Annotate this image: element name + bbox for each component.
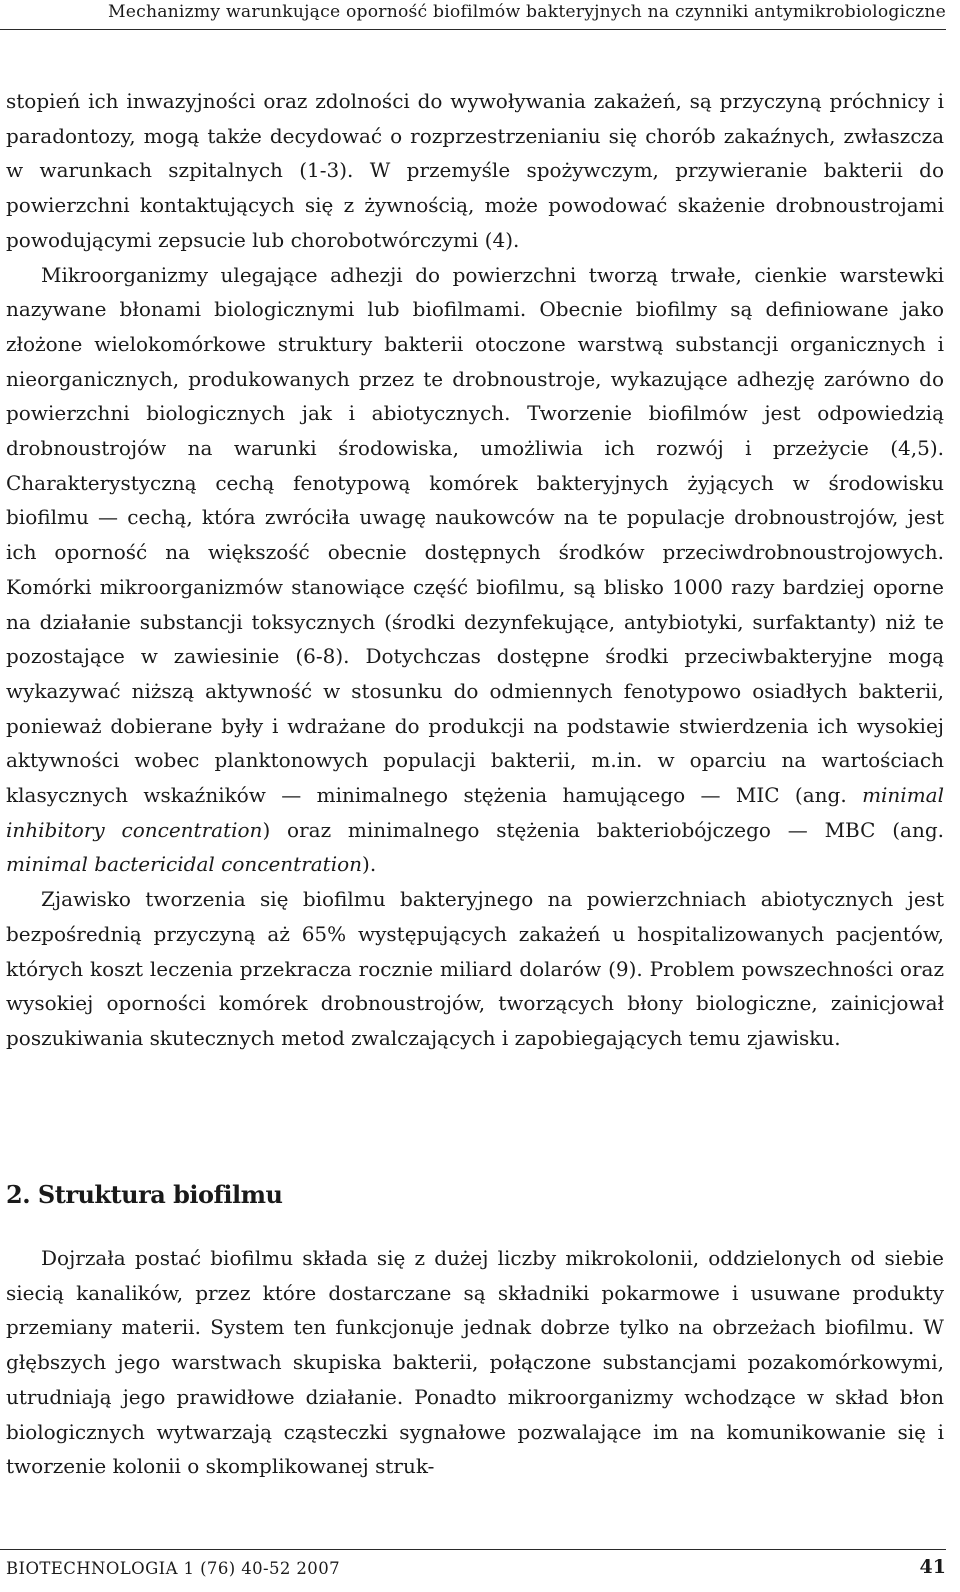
italic-term-mbc: minimal bactericidal concentration <box>6 852 363 877</box>
paragraph-2 <box>6 258 944 883</box>
journal-citation: BIOTECHNOLOGIA 1 (76) 40-52 2007 <box>6 1559 341 1578</box>
page-footer <box>0 1549 946 1580</box>
paragraph-3: Zjawisko tworzenia się biofilmu bakteryjnego na powierzchniach abiotycznych jest bezpośrednią przyczyną aż 65% występujących zakażeń u hospitalizowanych pacjentów, których koszt leczenia przekracza rocznie miliard dolarów (9). Problem powszechności oraz wysokiej oporności komórek drobnoustrojów, tworzących błony biologiczne, zainicjował poszukiwania skutecznych metod zwalczających i zapobiegających temu zjawisku. <box>6 887 944 1050</box>
page-number: 41 <box>919 1556 946 1578</box>
section-paragraph-1: Dojrzała postać biofilmu składa się z dużej liczby mikrokolonii, oddzielonych od siebie siecią kanalików, przez które dostarczane są składniki pokarmowe i usuwane produkty przemiany materii. System ten funkcjonuje jednak dobrze tylko na obrzeżach biofilmu. W głębszych jego warstwach skupiska bakterii, połączone substancjami pozakomórkowymi, utrudniają jego prawidłowe działanie. Ponadto mikroorganizmy wchodzące w skład błon biologicznych wytwarzają cząsteczki sygnałowe pozwalające im na komunikowanie się i tworzenie kolonii o skomplikowanej struk- <box>6 1246 944 1479</box>
running-header: Mechanizmy warunkujące oporność biofilmów bakteryjnych na czynniki antymikrobiologiczne <box>0 2 946 30</box>
body-text <box>6 84 944 1056</box>
paragraph-2-text-a: Mikroorganizmy ulegające adhezji do powierzchni tworzą trwałe, cienkie warstewki nazywane błonami biologicznymi lub biofilmami. Obecnie biofilmy są definiowane jako złożone wielokomórkowe struktury bakterii otoczone warstwą substancji organicznych i nieorganicznych, produkowanych przez te drobnoustroje, wykazujące adhezję zarówno do powierzchni biologicznych jak i abiotycznych. Tworzenie biofilmów jest odpowiedzią drobnoustrojów na warunki środowiska, umożliwia ich rozwój i przeżycie (4,5). Charakterystyczną cechą fenotypową komórek bakteryjnych żyjących w środowisku biofilmu — cechą, która zwróciła uwagę naukowców na te populacje drobnoustrojów, jest ich oporność na większość obecnie dostępnych środków przeciwdrobnoustrojowych. Komórki mikroorganizmów stanowiące część biofilmu, są blisko 1000 razy bardziej oporne na działanie substancji toksycznych (środki dezynfekujące, antybiotyki, surfaktanty) niż te pozostające w zawiesinie (6-8). Dotychczas dostępne środki przeciwbakteryjne mogą wykazywać niższą aktywność w stosunku do odmiennych fenotypowo osiadłych bakterii, ponieważ dobierane były i wdrażane do produkcji na podstawie stwierdzenia ich wysokiej aktywności wobec planktonowych populacji bakterii, m.in. w oparciu na wartościach klasycznych wskaźników — minimalnego stężenia hamującego — MIC (ang. <box>6 262 944 808</box>
paragraph-2-text-b: ) oraz minimalnego stężenia bakteriobójczego — MBC (ang. <box>262 817 945 842</box>
paragraph-2-text-c: ). <box>362 852 377 877</box>
paragraph-1: stopień ich inwazyjności oraz zdolności do wywoływania zakażeń, są przyczyną próchnicy i paradontozy, mogą także decydować o rozprzestrzenianiu się chorób zakaźnych, zwłaszcza w warunkach szpitalnych (1-3). W przemyśle spożywczym, przywieranie bakterii do powierzchni kontaktujących się z żywnością, może powodować skażenie drobnoustrojami powodującymi zepsucie lub chorobotwórczymi (4). <box>6 89 944 252</box>
italic-term-mic: minimal inhibitory concentration <box>6 783 944 842</box>
section-heading: 2. Struktura biofilmu <box>6 1180 283 1209</box>
section-body-text <box>6 1241 944 1484</box>
